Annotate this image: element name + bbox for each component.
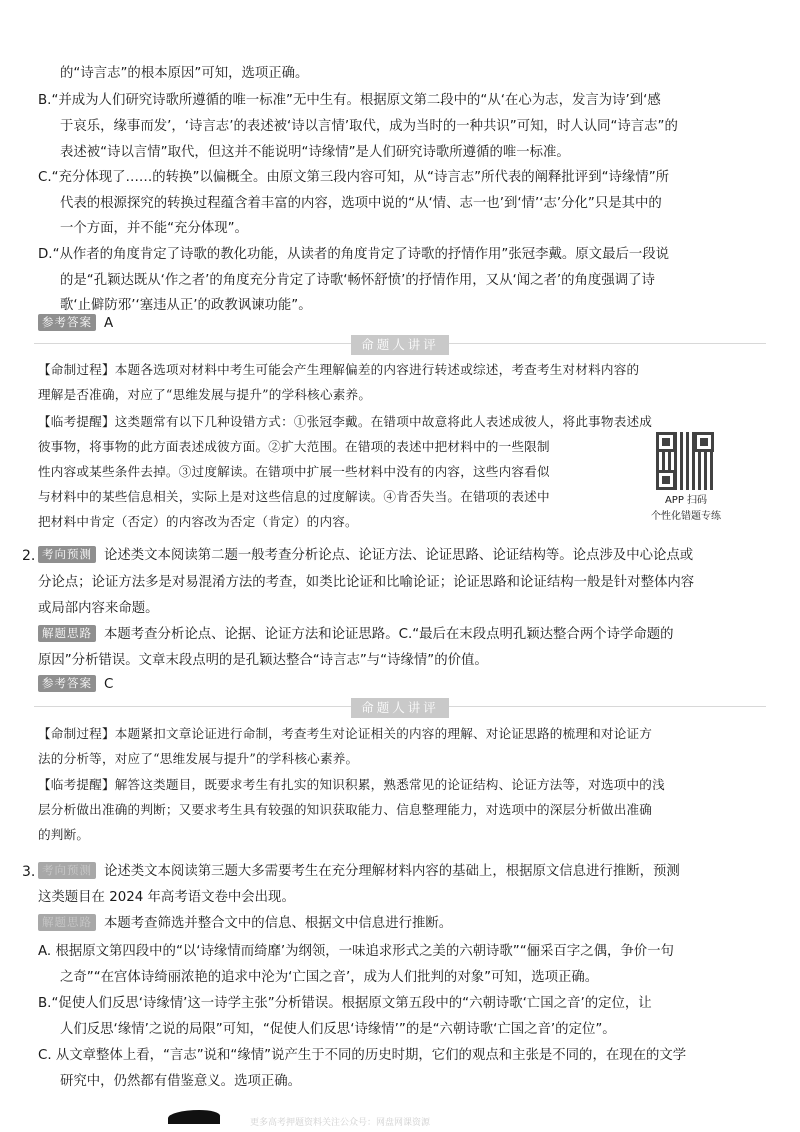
solve-row (38, 911, 452, 937)
answer-row (38, 672, 113, 698)
linkao-line: 【临考提醒】解答这类题目，既要求考生有扎实的知识积累，熟悉常见的论证结构、论证方法等，对选项中的浅 (38, 777, 665, 792)
mingzhi-line: 【命制过程】本题各选项对材料中考生可能会产生理解偏差的内容进行转述或综述，考查考生对材料内容的 (38, 362, 640, 377)
qr-caption (636, 493, 736, 525)
text-line: 表述被“诗以言情”取代，但这并不能说明“诗缘情”是人们研究诗歌所遵循的唯一标准。 (60, 145, 570, 160)
mingzhi-line: 【命制过程】本题紧扣文章论证进行命制，考查考生对论证相关的内容的理解、对论证思路的梳理和对论证方 (38, 726, 653, 741)
option-d-line: D.“从作者的角度肯定了诗歌的教化功能，从读者的角度肯定了诗歌的抒情作用”张冠李戴。原文最后一段说 (38, 247, 670, 262)
linkao-line: 与材料中的某些信息相关，实际上是对这些信息的过度解读。④肯否失当。在错项的表述中 (38, 489, 550, 504)
linkao-line: 把材料中肯定（否定）的内容改为否定（肯定）的内容。 (38, 514, 358, 529)
linkao-line: 彼事物，将事物的此方面表述成彼方面。②扩大范围。在错项的表述中把材料中的一些限制 (38, 439, 550, 454)
answer-label: 参考答案 (38, 314, 96, 331)
mingzhi-line: 法的分析等，对应了“思维发展与提升”的学科核心素养。 (38, 751, 359, 766)
text-line: 之奇”“在宫体诗绮丽浓艳的追求中沦为‘亡国之音’，成为人们批判的对象”可知，选项正确。 (60, 970, 599, 985)
question-number: 3. (22, 864, 36, 880)
option-c-line: C.“充分体现了……的转换”以偏概全。由原文第三段内容可知，从“诗言志”所代表的阐释批评到“诗缘情”所 (38, 170, 670, 185)
qr-code-icon[interactable] (656, 432, 714, 490)
solve-tag: 解题思路 (38, 914, 96, 931)
text-line: 这类题目在 2024 年高考语文卷中会出现。 (38, 890, 295, 905)
text-line: 一个方面，并不能“充分体现”。 (60, 221, 248, 236)
option-c-line: C. 从文章整体上看，“言志”说和“缘情”说产生于不同的历史时期，它们的观点和主张是不同的，在现在的文学 (38, 1048, 687, 1063)
linkao-line: 层分析做出准确的判断；又要求考生具有较强的知识获取能力、信息整理能力，对选项中的深层分析做出准确 (38, 802, 653, 817)
question-number: 2. (22, 548, 36, 564)
linkao-line: 【临考提醒】这类题常有以下几种设错方式：①张冠李戴。在错项中故意将此人表述成彼人，将此事物表述成 (38, 414, 653, 429)
text-line: 原因”分析错误。文章末段点明的是孔颖达整合“诗言志”与“诗缘情”的价值。 (38, 653, 488, 668)
text-line: 分论点；论证方法多是对易混淆方法的考查，如类比论证和比喻论证；论证思路和论证结构一般是针对整体内容 (38, 575, 695, 590)
text-line: 歌‘止僻防邪’‘塞违从正’的政教讽谏功能”。 (60, 298, 312, 313)
text-line: 本题考查分析论点、论据、论证方法和论证思路。C.“最后在末段点明孔颖达整合两个诗学命题的 (104, 627, 674, 642)
text-line: 代表的根源探究的转换过程蕴含着丰富的内容，选项中说的“从‘情、志一也’到‘情’‘志’分化”只是其中的 (60, 196, 662, 211)
text-line: 的“诗言志”的根本原因”可知，选项正确。 (60, 66, 309, 81)
question-intro (38, 543, 693, 569)
text-line: 研究中，仍然都有借鉴意义。选项正确。 (60, 1074, 302, 1089)
linkao-line: 性内容或某些条件去掉。③过度解读。在错项中扩展一些材料中没有的内容，这些内容看似 (38, 464, 550, 479)
text-line: 或局部内容来命题。 (38, 601, 159, 616)
text-line: 本题考查筛选并整合文中的信息、根据文中信息进行推断。 (104, 916, 453, 931)
section-head-label: 命题人讲评 (351, 335, 449, 355)
text-line: 的是“孔颖达既从‘作之者’的角度充分肯定了诗歌‘畅怀舒愤’的抒情作用，又从‘闻之者’的角度强调了诗 (60, 273, 655, 288)
section-head (0, 333, 800, 359)
option-b-line: B.“促使人们反思‘诗缘情’这一诗学主张”分析错误。根据原文第五段中的“六朝诗歌‘亡国之音’的定位，让 (38, 996, 652, 1011)
section-head (0, 696, 800, 722)
section-head-label: 命题人讲评 (351, 698, 449, 718)
mingzhi-line: 理解是否准确，对应了“思维发展与提升”的学科核心素养。 (38, 387, 372, 402)
text-line: 论述类文本阅读第三题大多需要考生在充分理解材料内容的基础上，根据原文信息进行推断，预测 (104, 864, 680, 879)
answer-value: A (104, 316, 114, 331)
scan-artifact (168, 1110, 220, 1124)
linkao-line: 的判断。 (38, 827, 90, 842)
text-line: 人们反思‘缘情’之说的局限”可知，“促使人们反思‘诗缘情’”的是“六朝诗歌‘亡国之音’的定位”。 (60, 1022, 616, 1037)
footer-watermark: 更多高考押题资料关注公众号：网盘网课资源 (250, 1118, 431, 1128)
text-line: 于哀乐，缘事而发’，‘诗言志’的表述被‘诗以言情’取代，成为当时的一种共识”可知，时人认同“诗言志”的 (60, 119, 678, 134)
forecast-tag: 考向预测 (38, 862, 96, 879)
text-line: 论述类文本阅读第二题一般考查分析论点、论证方法、论证思路、论证结构等。论点涉及中心论点或 (104, 548, 694, 563)
answer-label: 参考答案 (38, 675, 96, 692)
qr-caption-line: 个性化错题专练 (651, 511, 721, 522)
option-a-line: A. 根据原文第四段中的“以‘诗缘情而绮靡’为纲领，一味追求形式之美的六朝诗歌”“俪采百字之偶，争价一句 (38, 944, 674, 959)
answer-value: C (104, 677, 114, 692)
solve-tag: 解题思路 (38, 625, 96, 642)
option-b-line: B.“并成为人们研究诗歌所遵循的唯一标准”无中生有。根据原文第二段中的“从‘在心为志，发言为诗’到‘感 (38, 93, 661, 108)
question-intro (38, 859, 680, 885)
solve-row (38, 622, 674, 648)
qr-caption-line: APP 扫码 (664, 495, 708, 506)
forecast-tag: 考向预测 (38, 546, 96, 563)
